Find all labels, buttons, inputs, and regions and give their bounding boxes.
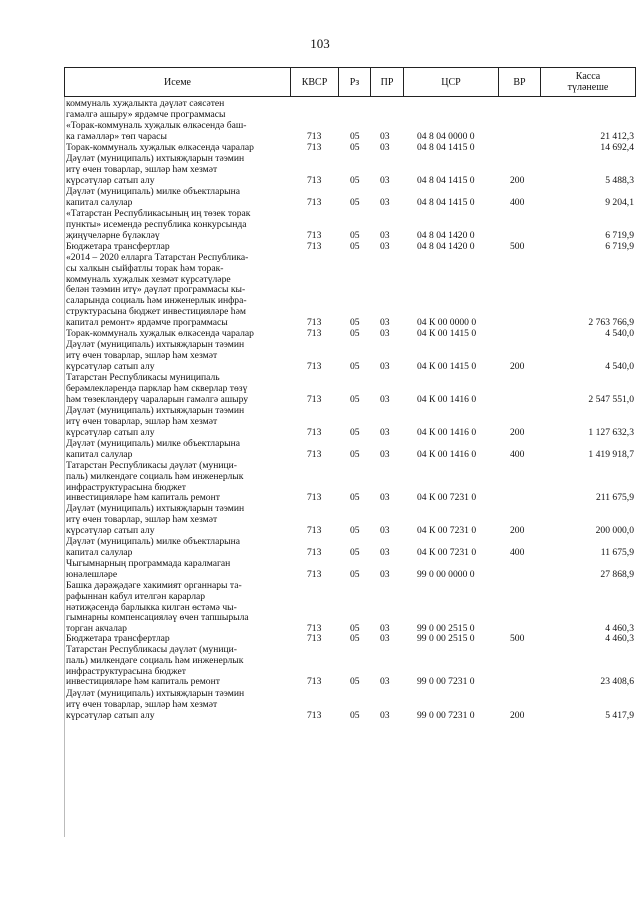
row-name-line: Татарстан Республикасы дәүләт (муници- (66, 645, 237, 655)
row-name (66, 645, 291, 688)
cell-rz: 05 (350, 316, 360, 328)
cell-vr: 400 (510, 196, 525, 208)
budget-table (64, 67, 636, 837)
cell-rz: 05 (350, 174, 360, 186)
cell-csr: 04 К 00 7231 0 (417, 492, 477, 504)
row-name (66, 406, 291, 438)
cell-kvsr: 713 (307, 546, 322, 558)
row-name (66, 242, 291, 253)
row-name-line: Бюджетара трансфертлар (66, 634, 170, 644)
row-name-line: Татарстан Республикасы дәүләт (муници- (66, 461, 237, 471)
cell-kassa: 6 719,9 (605, 241, 634, 252)
cell-kassa: 11 675,9 (600, 546, 634, 558)
cell-kassa: 14 692,4 (600, 142, 634, 153)
cell-pr: 03 (380, 142, 390, 153)
cell-kvsr: 713 (307, 448, 322, 460)
table-row (64, 537, 636, 559)
cell-csr: 99 0 00 0000 0 (417, 568, 475, 580)
table-row (64, 373, 636, 405)
row-name-line: күрсәтүләр сатып алу (66, 710, 155, 721)
header-kassa-line2: түләнеше (567, 82, 609, 93)
cell-vr: 200 (510, 174, 525, 186)
row-name-line: сы халкын сыйфатлы торак һәм торак- (66, 263, 224, 274)
row-name-line: ка гамәлләр» төп чарасы (66, 131, 167, 142)
table-row (64, 581, 636, 635)
cell-rz: 05 (350, 328, 360, 339)
cell-vr: 400 (510, 546, 525, 558)
row-name-line: коммуналь хуҗалык хезмәт күрсәтүләре (66, 274, 231, 285)
cell-kvsr: 713 (307, 316, 322, 328)
cell-rz: 05 (350, 130, 360, 142)
cell-vr: 200 (510, 426, 525, 438)
table-row (64, 329, 636, 340)
row-name-line: белән тәэмин итү» дәүләт программасы кы- (66, 285, 246, 296)
cell-pr: 03 (380, 524, 390, 536)
row-name-line: инфраструктурасына бюджет (66, 666, 186, 677)
row-name-line: Татарстан Республикасы муниципаль (66, 373, 220, 383)
row-name (66, 187, 291, 209)
cell-kassa: 6 719,9 (605, 229, 634, 241)
cell-pr: 03 (380, 676, 390, 688)
row-name (66, 99, 291, 121)
row-name-line: паль) милкендәге социаль һәм инженерлык (66, 655, 244, 666)
row-name (66, 154, 291, 186)
cell-kvsr: 713 (307, 229, 322, 241)
table-row (64, 634, 636, 645)
row-name-line: юнәлешләре (66, 569, 118, 580)
table-row (64, 187, 636, 209)
cell-rz: 05 (350, 426, 360, 438)
row-name (66, 340, 291, 372)
table-row (64, 461, 636, 504)
row-name-line: күрсәтүләр сатып алу (66, 427, 155, 438)
row-name (66, 581, 291, 635)
cell-csr: 04 К 00 1415 0 (417, 360, 477, 372)
table-row (64, 406, 636, 438)
cell-vr: 500 (510, 241, 525, 252)
cell-rz: 05 (350, 546, 360, 558)
cell-csr: 04 8 04 1415 0 (417, 196, 475, 208)
cell-csr: 99 0 00 7231 0 (417, 709, 475, 721)
row-name-line: Торак-коммуналь хуҗалык өлкәсендә чаралар (66, 143, 254, 153)
cell-rz: 05 (350, 142, 360, 153)
cell-kvsr: 713 (307, 393, 322, 405)
row-name (66, 209, 291, 241)
cell-csr: 04 К 00 1416 0 (417, 426, 477, 438)
row-name (66, 373, 291, 405)
cell-rz: 05 (350, 448, 360, 460)
header-vr: ВР (499, 68, 541, 96)
cell-pr: 03 (380, 328, 390, 339)
row-name-line: гамәлгә ашыру» ярдәмче программасы (66, 109, 226, 120)
row-name-line: Дәүләт (муниципаль) ихтыяҗларын тәэмин (66, 340, 245, 350)
row-name-line: җиңүчеләрне бүләкләү (66, 230, 160, 241)
table-row (64, 439, 636, 461)
cell-csr: 04 К 00 1416 0 (417, 448, 477, 460)
row-name-line: рафыннан кабул ителгән карарлар (66, 591, 206, 602)
row-name-line: күрсәтүләр сатып алу (66, 525, 155, 536)
row-name-line: Дәүләт (муниципаль) милке объектларына (66, 439, 240, 449)
cell-rz: 05 (350, 393, 360, 405)
row-name-line: структурасына бюджет инвестицияләре һәм (66, 306, 246, 317)
row-name-line: инвестицияләре һәм капиталь ремонт (66, 677, 220, 688)
cell-kvsr: 713 (307, 633, 322, 644)
row-name-line: капитал салулар (66, 197, 133, 208)
cell-kvsr: 713 (307, 241, 322, 252)
header-pr: ПР (371, 68, 404, 96)
row-name-line: Башка дәрәҗәдәге хакимият органнары та- (66, 581, 242, 591)
cell-vr: 200 (510, 360, 525, 372)
row-name-line: Чыгымнарның программада каралмаган (66, 559, 231, 569)
cell-csr: 04 8 04 1420 0 (417, 241, 475, 252)
cell-kvsr: 713 (307, 196, 322, 208)
row-name-line: Дәүләт (муниципаль) ихтыяҗларын тәэмин (66, 406, 245, 416)
cell-rz: 05 (350, 524, 360, 536)
table-row (64, 340, 636, 372)
cell-vr: 500 (510, 633, 525, 644)
cell-rz: 05 (350, 568, 360, 580)
cell-kvsr: 713 (307, 174, 322, 186)
cell-kvsr: 713 (307, 360, 322, 372)
table-row (64, 559, 636, 581)
cell-kassa: 4 460,3 (605, 623, 634, 635)
header-name: Исеме (65, 68, 291, 96)
row-name-line: күрсәтүләр сатып алу (66, 361, 155, 372)
cell-kvsr: 713 (307, 524, 322, 536)
row-name-line: гымнарны компенсацияләү өчен тапшырыла (66, 613, 249, 624)
cell-kassa: 2 547 551,0 (588, 393, 634, 405)
row-name (66, 537, 291, 559)
cell-kassa: 23 408,6 (600, 676, 634, 688)
row-name (66, 504, 291, 536)
cell-rz: 05 (350, 633, 360, 644)
cell-kassa: 5 417,9 (605, 709, 634, 721)
row-name (66, 253, 291, 329)
cell-kvsr: 713 (307, 130, 322, 142)
cell-pr: 03 (380, 229, 390, 241)
cell-pr: 03 (380, 174, 390, 186)
table-row (64, 242, 636, 253)
cell-rz: 05 (350, 709, 360, 721)
cell-rz: 05 (350, 676, 360, 688)
cell-pr: 03 (380, 130, 390, 142)
cell-csr: 04 8 04 0000 0 (417, 130, 475, 142)
cell-pr: 03 (380, 633, 390, 644)
cell-csr: 04 К 00 0000 0 (417, 316, 477, 328)
cell-pr: 03 (380, 196, 390, 208)
table-header (64, 67, 636, 97)
cell-rz: 05 (350, 360, 360, 372)
table-row (64, 645, 636, 688)
cell-pr: 03 (380, 393, 390, 405)
row-name-line: пункты» исемендә республика конкурсында (66, 219, 247, 230)
row-name-line: берәмлекләрендә парклар һәм скверлар төзү (66, 383, 248, 394)
header-kassa (541, 68, 635, 96)
row-name-line: «2014 – 2020 елларга Татарстан Республика- (66, 253, 249, 263)
row-name-line: капитал салулар (66, 547, 133, 558)
row-name-line: итү өчен товарлар, эшләр һәм хезмәт (66, 416, 218, 427)
row-name-line: нәтиҗәсендә барлыкка килгән өстәмә чы- (66, 602, 237, 613)
cell-kassa: 5 488,3 (605, 174, 634, 186)
cell-pr: 03 (380, 492, 390, 504)
page-number: 103 (310, 36, 330, 51)
cell-kvsr: 713 (307, 142, 322, 153)
cell-pr: 03 (380, 241, 390, 252)
row-name-line: итү өчен товарлар, эшләр һәм хезмәт (66, 514, 218, 525)
cell-pr: 03 (380, 546, 390, 558)
row-name-line: Дәүләт (муниципаль) ихтыяҗларын тәэмин (66, 154, 245, 164)
row-name-line: инфраструктурасына бюджет (66, 482, 186, 493)
cell-csr: 04 К 00 1415 0 (417, 328, 477, 339)
cell-rz: 05 (350, 492, 360, 504)
cell-kassa: 211 675,9 (595, 492, 634, 504)
cell-kassa: 200 000,0 (595, 524, 634, 536)
row-name-line: итү өчен товарлар, эшләр һәм хезмәт (66, 350, 218, 361)
cell-pr: 03 (380, 426, 390, 438)
cell-kassa: 9 204,1 (605, 196, 634, 208)
cell-vr: 200 (510, 524, 525, 536)
table-row (64, 689, 636, 721)
cell-csr: 99 0 00 2515 0 (417, 633, 475, 644)
row-name (66, 689, 291, 721)
cell-pr: 03 (380, 623, 390, 635)
row-name-line: капитал салулар (66, 449, 133, 460)
row-name-line: капитал ремонт» ярдәмче программасы (66, 317, 228, 328)
table-row (64, 253, 636, 329)
cell-pr: 03 (380, 448, 390, 460)
header-rz: Рз (339, 68, 371, 96)
cell-csr: 99 0 00 7231 0 (417, 676, 475, 688)
cell-csr: 04 К 00 7231 0 (417, 546, 477, 558)
row-name (66, 634, 291, 645)
row-name-line: «Торак-коммуналь хуҗалык өлкәсендә баш- (66, 121, 247, 131)
cell-kvsr: 713 (307, 492, 322, 504)
table-row (64, 154, 636, 186)
row-name-line: торган акчалар (66, 624, 127, 635)
row-name (66, 559, 291, 581)
cell-kassa: 4 460,3 (605, 633, 634, 644)
table-row (64, 143, 636, 154)
row-name-line: итү өчен товарлар, эшләр һәм хезмәт (66, 164, 218, 175)
cell-kassa: 4 540,0 (605, 328, 634, 339)
cell-kvsr: 713 (307, 709, 322, 721)
table-row (64, 121, 636, 143)
row-name-line: паль) милкендәге социаль һәм инженерлык (66, 471, 244, 482)
cell-rz: 05 (350, 229, 360, 241)
cell-pr: 03 (380, 316, 390, 328)
cell-vr: 400 (510, 448, 525, 460)
cell-kvsr: 713 (307, 676, 322, 688)
cell-kassa: 27 868,9 (600, 568, 634, 580)
cell-kvsr: 713 (307, 426, 322, 438)
row-name-line: Дәүләт (муниципаль) ихтыяҗларын тәэмин (66, 504, 245, 514)
row-name-line: коммуналь хуҗалыкта дәүләт сәясәтен (66, 99, 225, 109)
cell-csr: 04 8 04 1415 0 (417, 174, 475, 186)
cell-kassa: 2 763 766,9 (588, 316, 634, 328)
row-name-line: һәм төзекләндерү чараларын гамәлгә ашыру (66, 394, 249, 405)
row-name (66, 143, 291, 154)
cell-vr: 200 (510, 709, 525, 721)
cell-csr: 04 К 00 1416 0 (417, 393, 477, 405)
cell-kassa: 1 419 918,7 (588, 448, 634, 460)
cell-rz: 05 (350, 241, 360, 252)
cell-kvsr: 713 (307, 568, 322, 580)
cell-csr: 04 8 04 1420 0 (417, 229, 475, 241)
row-name-line: саларында социаль һәм инженерлык инфра- (66, 296, 247, 307)
cell-csr: 99 0 00 2515 0 (417, 623, 475, 635)
cell-kvsr: 713 (307, 328, 322, 339)
row-name (66, 329, 291, 340)
cell-csr: 04 8 04 1415 0 (417, 142, 475, 153)
row-name-line: Торак-коммуналь хуҗалык өлкәсендә чаралар (66, 329, 254, 339)
cell-rz: 05 (350, 196, 360, 208)
cell-rz: 05 (350, 623, 360, 635)
cell-csr: 04 К 00 7231 0 (417, 524, 477, 536)
row-name-line: «Татарстан Республикасының иң төзек торак (66, 209, 251, 219)
table-row (64, 209, 636, 241)
cell-kassa: 1 127 632,3 (588, 426, 634, 438)
row-name (66, 461, 291, 504)
row-name-line: Дәүләт (муниципаль) милке объектларына (66, 537, 240, 547)
cell-kassa: 21 412,3 (600, 130, 634, 142)
row-name-line: Дәүләт (муниципаль) милке объектларына (66, 187, 240, 197)
row-name-line: инвестицияләре һәм капиталь ремонт (66, 493, 220, 504)
header-csr: ЦСР (404, 68, 499, 96)
header-kassa-line1: Касса (575, 71, 601, 82)
row-name (66, 121, 291, 143)
cell-kvsr: 713 (307, 623, 322, 635)
row-name-line: Бюджетара трансфертлар (66, 242, 170, 252)
cell-pr: 03 (380, 568, 390, 580)
cell-pr: 03 (380, 360, 390, 372)
table-row (64, 504, 636, 536)
row-name-line: күрсәтүләр сатып алу (66, 175, 155, 186)
row-name (66, 439, 291, 461)
cell-pr: 03 (380, 709, 390, 721)
table-row (64, 99, 636, 121)
row-name-line: итү өчен товарлар, эшләр һәм хезмәт (66, 699, 218, 710)
row-name-line: Дәүләт (муниципаль) ихтыяҗларын тәэмин (66, 689, 245, 699)
cell-kassa: 4 540,0 (605, 360, 634, 372)
header-kvsr: КВСР (291, 68, 339, 96)
